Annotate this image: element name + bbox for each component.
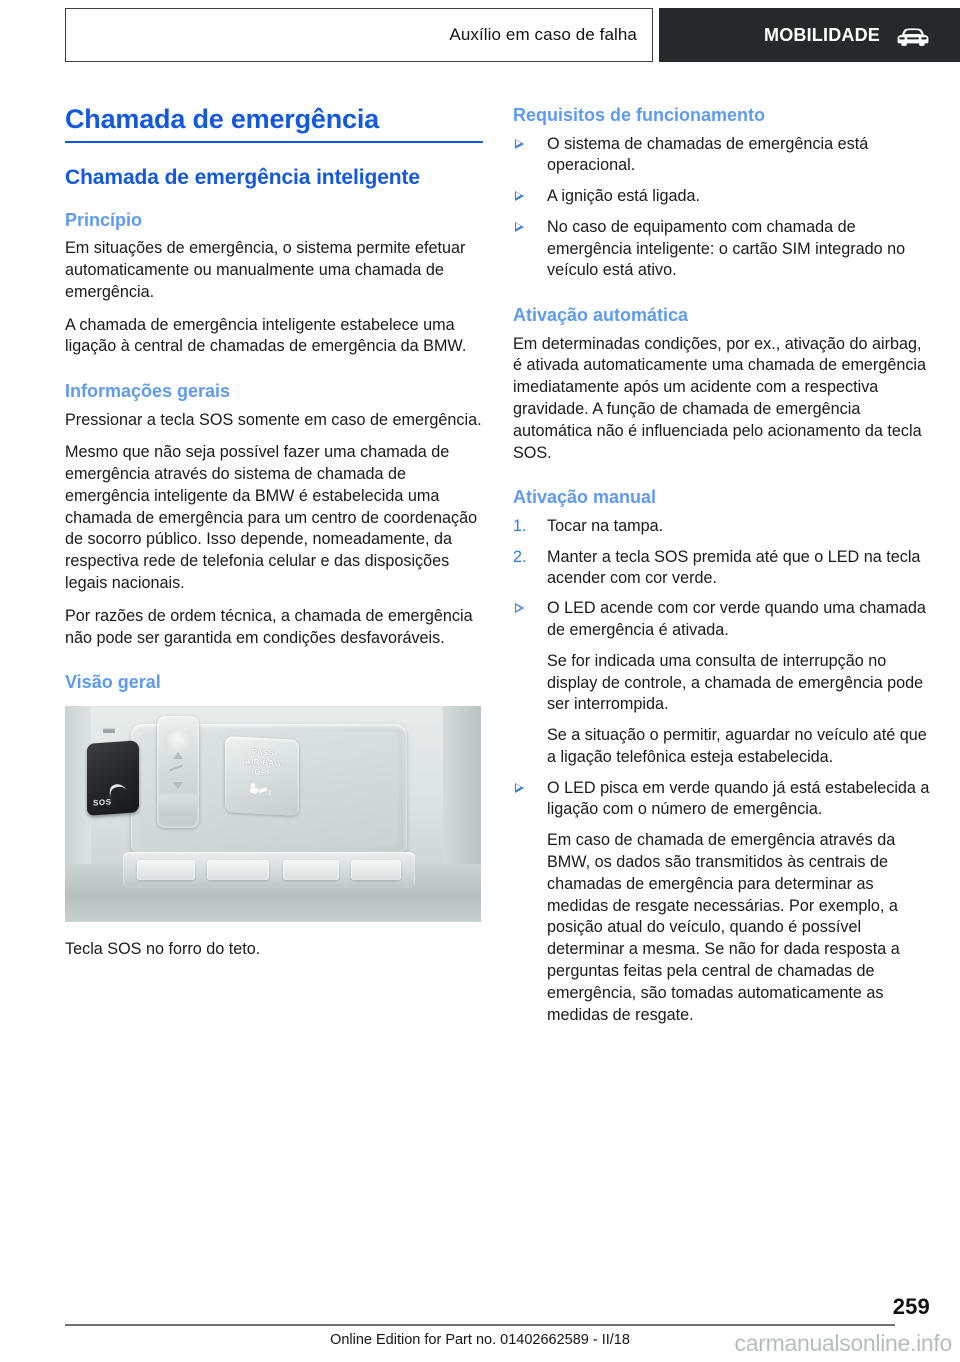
subheading-principio: Princípio [65, 209, 143, 230]
list-item-text: O sistema de chamadas de emergência está operacional. [547, 134, 869, 175]
sunroof-up-arrow-icon [173, 752, 183, 759]
watermark: carmanualsonline.info [734, 1330, 952, 1356]
overhead-console-figure [65, 706, 483, 961]
list-item-text: O LED pisca em verde quando já está estabelecida a ligação com o número de emergência. [547, 778, 930, 819]
list-item-extra-text: Se for indicada uma consulta de interrupção no display de controle, a chamada de emergência pode ser interrompida. [547, 651, 924, 714]
requisitos-list [513, 134, 931, 283]
triangle-bullet-icon [515, 139, 524, 149]
sos-led-indicator [103, 728, 115, 733]
title-divider [65, 141, 483, 143]
sunroof-down-arrow-icon [173, 782, 183, 789]
informacoes-paragraph-3: Por razões de ordem técnica, a chamada de emergência não pode ser garantida em condições desfavoráveis. [65, 606, 473, 647]
subheading-ativacao-automatica: Ativação automática [513, 305, 689, 326]
list-item [513, 217, 931, 282]
header-section-box [659, 8, 960, 62]
list-item-text: Manter a tecla SOS premida até que o LED na tecla acender com cor verde. [547, 547, 921, 588]
airbag-label-line-1: PASS [251, 747, 275, 758]
list-item [513, 547, 931, 591]
passenger-airbag-label [233, 746, 293, 779]
section-title-emergency-call: Chamada de emergência inteligente [65, 166, 420, 190]
ativacao-manual-steps [513, 516, 931, 590]
figure-caption: Tecla SOS no forro do teto. [65, 939, 261, 958]
step-number: 2. [513, 547, 527, 566]
svg-text:2: 2 [268, 790, 272, 797]
list-item [513, 516, 931, 538]
sunroof-rocker-top [163, 728, 193, 754]
car-front-icon [896, 26, 930, 48]
airbag-label-line-2: AIR BAG [245, 756, 281, 768]
footer-divider [65, 1324, 895, 1326]
triangle-bullet-icon [515, 783, 524, 793]
header-chapter-title: Auxílio em caso de falha [449, 25, 637, 44]
page-number: 259 [892, 1294, 930, 1319]
right-column [513, 104, 931, 1034]
list-item-text: Tocar na tampa. [547, 516, 664, 535]
triangle-bullet-icon [515, 191, 524, 201]
triangle-bullet-icon [515, 222, 524, 232]
list-item-text: No caso de equipamento com chamada de emergência inteligente: o cartão SIM integrado no veículo está ativo. [547, 217, 906, 280]
informacoes-paragraph-2: Mesmo que não seja possível fazer uma chamada de emergência através do sistema de chamada de emergência inteligente da BMW é estabelecida uma chamada de emergência para um centro de coordenação de socorro público. Isso depende, nomeadamente, da respectiva rede de telefonia celular e das disposições legais nacionais. [65, 443, 478, 593]
principio-paragraph-1: Em situações de emergência, o sistema permite efetuar automaticamente ou manualmente uma chamada de emergência. [65, 239, 466, 301]
list-item [513, 186, 931, 208]
list-item-extra-text: Em caso de chamada de emergência através da BMW, os dados são transmitidos às centrais de chamadas de emergência para determinar as medidas de resgate necessárias. Por exemplo, a posição atual do veículo, quando é possível determinar a mesma. Se não for dada resposta a perguntas feitas pela central de chamadas de emergência, são tomadas automaticamente as medidas de resgate. [547, 831, 900, 1024]
reading-lamp-1 [137, 860, 195, 880]
header-chapter-box [65, 8, 653, 62]
airbag-off-symbol-icon [247, 781, 273, 796]
list-item [513, 778, 931, 1027]
sunroof-rocker-base [159, 794, 197, 816]
reading-lamp-3 [283, 860, 339, 880]
principio-paragraph-2: A chamada de emergência inteligente estabelece uma ligação à central de chamadas de emergência da BMW. [65, 315, 467, 356]
footer-edition-text: Online Edition for Part no. 01402662589 - II/18 [330, 1332, 630, 1348]
overhead-console-photo [65, 706, 481, 922]
list-item-extra-text: Se a situação o permitir, aguardar no veículo até que a ligação telefônica esteja estabelecida. [547, 726, 927, 766]
sos-button-label: SOS [93, 797, 112, 808]
ativacao-automatica-paragraph: Em determinadas condições, por ex., ativação do airbag, é ativada automaticamente uma chamada de emergência imediatamente após um acidente com a respectiva gravidade. A função de chamada de emergência automática não é influenciada pelo acionamento da tecla SOS. [513, 334, 927, 462]
list-item-text: O LED acende com cor verde quando uma chamada de emergência é ativada. [547, 599, 926, 639]
reading-lamp-2 [207, 860, 269, 880]
left-column [65, 104, 483, 961]
subheading-requisitos: Requisitos de funcionamento [513, 105, 766, 125]
list-item [513, 598, 931, 768]
subheading-informacoes-gerais: Informações gerais [65, 381, 231, 402]
reading-lamp-4 [351, 860, 401, 880]
list-item-text: A ignição está ligada. [547, 187, 700, 206]
informacoes-paragraph-1: Pressionar a tecla SOS somente em caso de emergência. [65, 410, 482, 429]
step-number: 1. [513, 516, 527, 535]
ativacao-manual-notes [513, 598, 931, 1026]
subheading-ativacao-manual: Ativação manual [513, 487, 657, 508]
list-item [513, 134, 931, 178]
header-section-label: MOBILIDADE [764, 24, 880, 45]
page-header [0, 0, 960, 70]
triangle-bullet-icon [515, 603, 524, 613]
airbag-label-line-3: OFF [254, 767, 272, 778]
subheading-visao-geral: Visão geral [65, 672, 161, 693]
page-title: Chamada de emergência [65, 104, 379, 134]
